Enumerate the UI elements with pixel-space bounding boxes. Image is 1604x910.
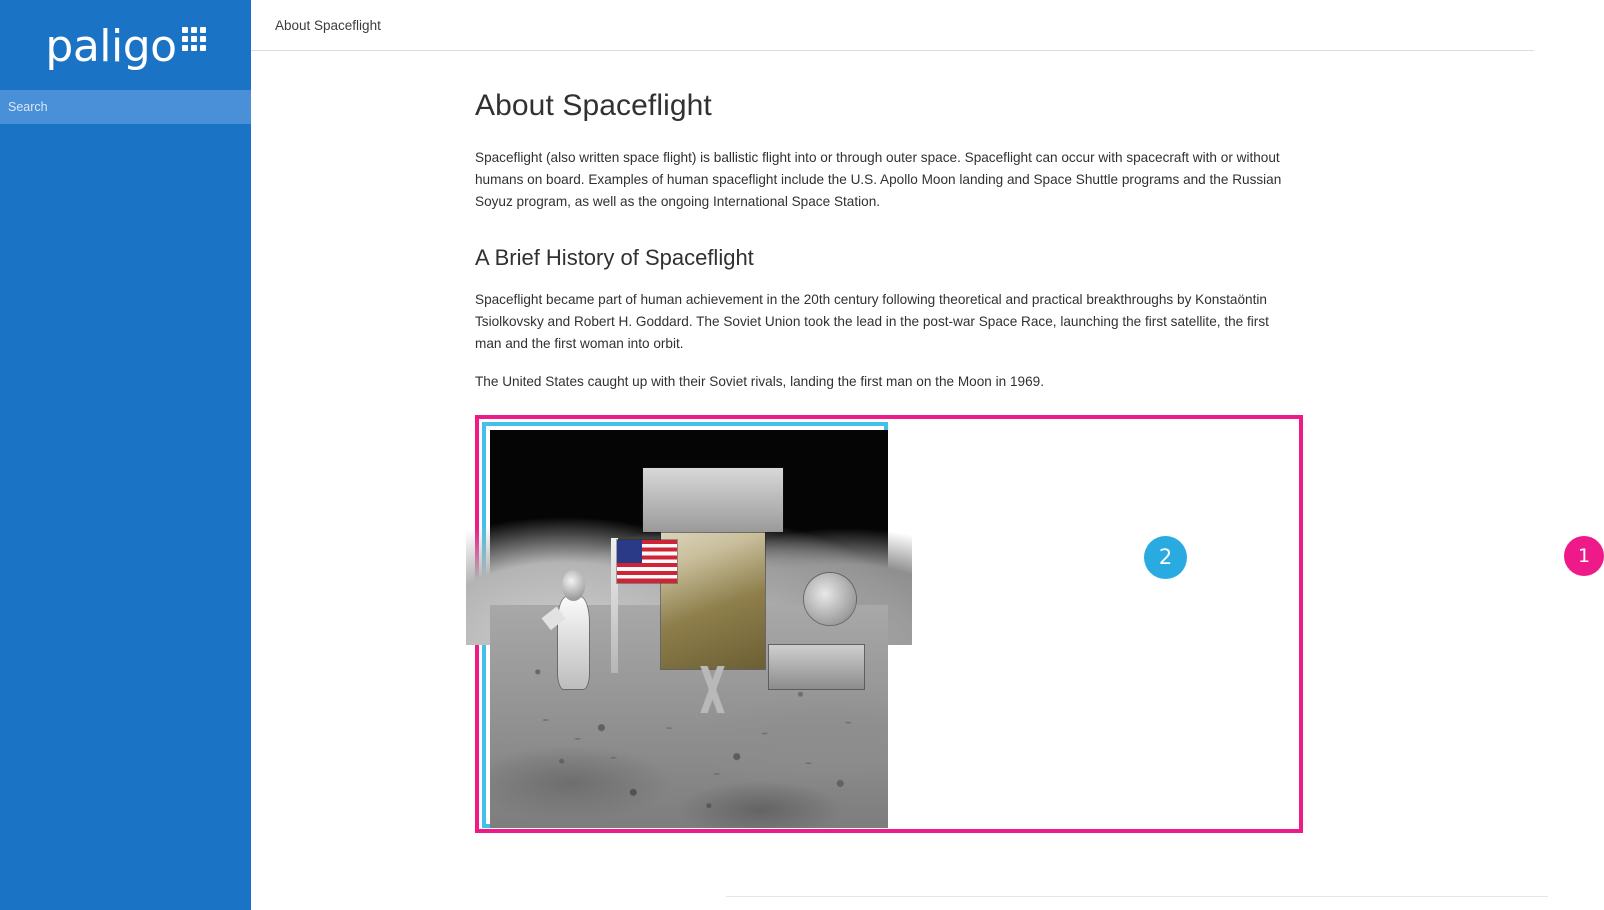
content-area (251, 51, 1534, 910)
breadcrumb[interactable]: About Spaceflight (275, 17, 381, 33)
content-divider (726, 896, 1548, 897)
antenna-dish-icon (804, 573, 856, 625)
figure-block-highlight[interactable] (475, 415, 1303, 833)
main-panel (251, 0, 1591, 910)
document-body (475, 89, 1297, 833)
us-flag-icon (617, 540, 677, 584)
brand-logo[interactable] (0, 0, 251, 90)
paragraph-moon-landing: The United States caught up with their Soviet rivals, landing the first man on the Moon in 1969. (475, 374, 1044, 390)
paragraph-intro: Spaceflight (also written space flight) is ballistic flight into or through outer space. Spaceflight can occur with spacecraft with or without humans on board. Examples of human spaceflight include the U.S. Apollo Moon landing and Space Shuttle programs and the Russian Soyuz program, as well as the ongoing International Space Station. (475, 150, 1282, 210)
brand-wordmark: paligo (45, 21, 177, 72)
search-input[interactable] (0, 90, 251, 124)
topbar (251, 0, 1534, 51)
paragraph-history: Spaceflight became part of human achievement in the 20th century following theoretical and practical breakthroughs by Konstaöntin Tsiolkovsky and Robert H. Goddard. The Soviet Union took the lead in the post-war Space Race, launching the first satellite, the first man and the first woman into orbit. (475, 292, 1269, 352)
callout-badge-1: 1 (1564, 536, 1604, 576)
sidebar (0, 0, 251, 910)
search-input-value: Search (8, 100, 48, 114)
moon-landing-image[interactable] (490, 430, 888, 828)
page-title: About Spaceflight (475, 89, 712, 122)
image-highlight[interactable] (482, 422, 888, 828)
grid-dots-icon (182, 27, 206, 51)
section-heading-history: A Brief History of Spaceflight (475, 245, 754, 271)
astronaut-figure (558, 597, 590, 689)
lunar-module (661, 510, 764, 669)
footprints-overlay (490, 693, 888, 828)
callout-badge-2: 2 (1144, 536, 1187, 579)
lunar-rover (769, 645, 865, 689)
